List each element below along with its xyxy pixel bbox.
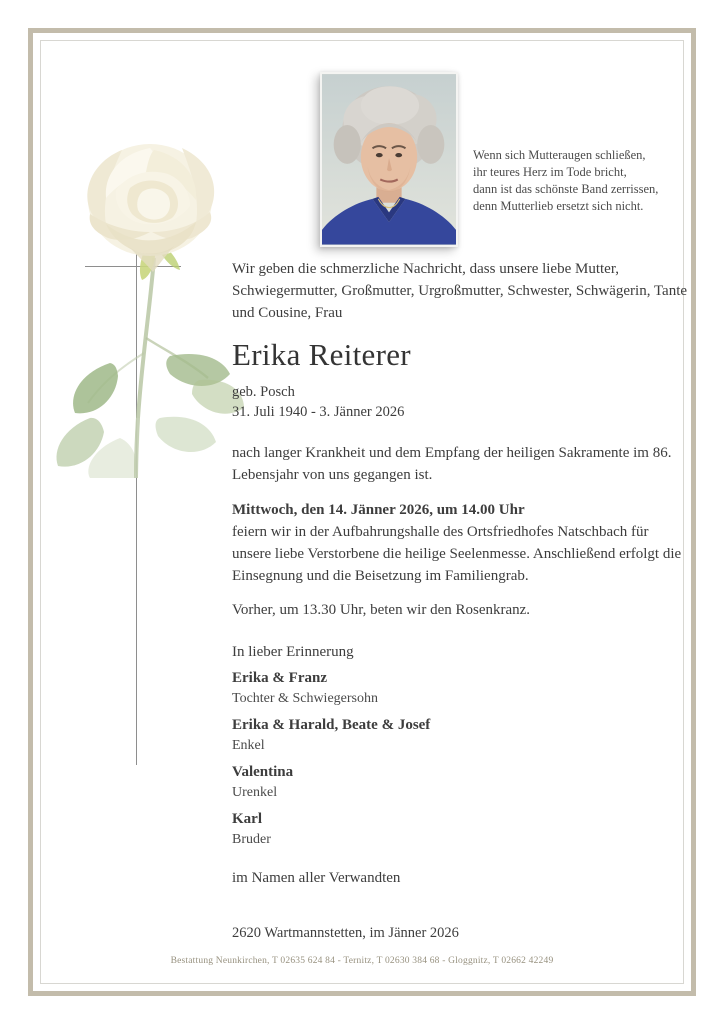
maiden-name: geb. Posch (232, 384, 295, 400)
deceased-name: Erika Reiterer (232, 337, 411, 372)
poem-line: ihr teures Herz im Tode bricht, (473, 165, 627, 179)
mourner-names: Erika & Franz (232, 670, 327, 686)
mourner-entry (232, 668, 688, 708)
poem-line: Wenn sich Mutteraugen schließen, (473, 148, 646, 162)
announcement-column (232, 258, 688, 944)
mourner-entry (232, 715, 688, 755)
mourner-relation: Urenkel (232, 785, 278, 800)
mourner-entry (232, 762, 688, 802)
service-datetime: Mittwoch, den 14. Jänner 2026, um 14.00 Uhr (232, 502, 525, 518)
remembrance-heading: In lieber Erinnerung (232, 644, 354, 660)
place-and-date: 2620 Wartmannstetten, im Jänner 2026 (232, 925, 459, 941)
mourner-entry (232, 809, 688, 849)
white-rose-image (50, 128, 245, 478)
funeral-home-footer: Bestattung Neunkirchen, T 02635 624 84 - Ternitz, T 02630 384 68 - Gloggnitz, T 02662 42249 (170, 956, 554, 966)
mourner-relation: Tochter & Schwiegersohn (232, 691, 378, 706)
memorial-poem (473, 147, 658, 215)
mourner-relation: Bruder (232, 832, 271, 847)
mourner-names: Karl (232, 811, 262, 827)
closing-text: im Namen aller Verwandten (232, 870, 401, 886)
service-details: feiern wir in der Aufbahrungshalle des Ortsfriedhofes Natschbach für unsere liebe Verstorbene die heilige Seelenmesse. Anschließend erfolgt die Einsegnung und die Beisetzung im Familiengrab. (232, 524, 682, 584)
mourner-names: Erika & Harald, Beate & Josef (232, 717, 431, 733)
mourner-names: Valentina (232, 764, 294, 780)
life-dates: 31. Juli 1940 - 3. Jänner 2026 (232, 404, 405, 420)
portrait-photo (320, 72, 458, 247)
announcement-intro: Wir geben die schmerzliche Nachricht, dass unsere liebe Mutter, Schwiegermutter, Großmutter, Urgroßmutter, Schwester, Schwägerin, Tante und Cousine, Frau (232, 261, 688, 321)
mourner-relation: Enkel (232, 738, 265, 753)
passing-text: nach langer Krankheit und dem Empfang der heiligen Sakramente im 86. Lebensjahr von uns gegangen ist. (232, 445, 672, 483)
rosary-text: Vorher, um 13.30 Uhr, beten wir den Rosenkranz. (232, 602, 531, 618)
poem-line: denn Mutterlieb ersetzt sich nicht. (473, 199, 644, 213)
poem-line: dann ist das schönste Band zerrissen, (473, 182, 659, 196)
